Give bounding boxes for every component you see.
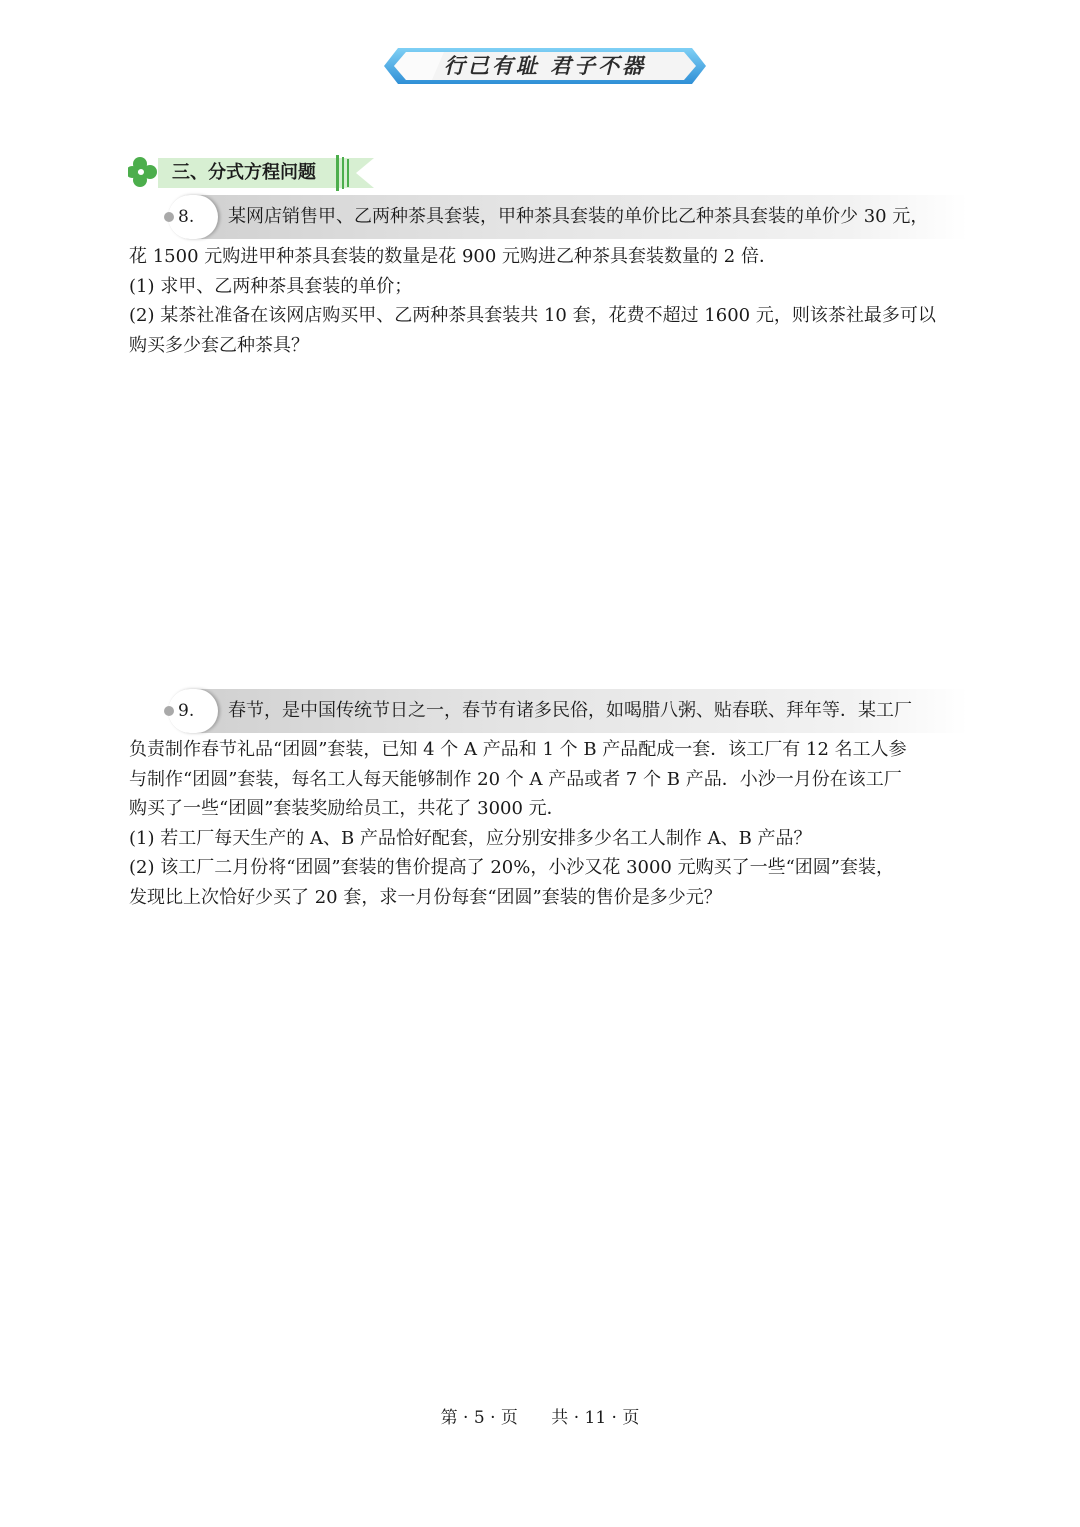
question-line: 与制作“团圆”套装，每名工人每天能够制作 20 个 A 产品或者 7 个 B 产品．小沙一月份在该工厂: [129, 768, 902, 790]
question-8-body: [129, 242, 959, 360]
header-banner: [384, 46, 706, 86]
question-9-body: [129, 735, 959, 912]
question-line: 购买了一些“团圆”套装奖励给员工，共花了 3000 元．: [129, 798, 565, 819]
question-first-line: 春节，是中国传统节日之一，春节有诸多民俗，如喝腊八粥、贴春联、拜年等．某工厂: [228, 700, 912, 721]
page-number: 第 · 5 · 页: [440, 1408, 518, 1428]
question-line: 购买多少套乙种茶具？: [129, 334, 309, 356]
question-first-line: 某网店销售甲、乙两种茶具套装，甲种茶具套装的单价比乙种茶具套装的单价少 30 元，: [228, 206, 929, 227]
page-total: 共 · 11 · 页: [551, 1408, 640, 1428]
page-footer: [0, 1403, 1080, 1433]
question-number: 8.: [178, 207, 195, 227]
question-8-header: [168, 195, 968, 239]
question-line: (1) 求甲、乙两种茶具套装的单价；: [129, 275, 413, 297]
question-line: 发现比上次恰好少买了 20 套，求一月份每套“团圆”套装的售价是多少元？: [129, 886, 722, 908]
question-line: (2) 某茶社准备在该网店购买甲、乙两种茶具套装共 10 套，花费不超过 1600 元，则该茶社最多可以: [129, 305, 936, 326]
section-heading: [128, 155, 388, 191]
question-line: 负责制作春节礼品“团圆”套装，已知 4 个 A 产品和 1 个 B 产品配成一套．该工厂有 12 名工人参: [129, 739, 907, 760]
bullet-dot: [164, 212, 174, 222]
bullet-dot: [164, 706, 174, 716]
question-line: 花 1500 元购进甲种茶具套装的数量是花 900 元购进乙种茶具套装数量的 2 倍．: [129, 246, 777, 267]
clover-icon: [128, 157, 157, 187]
section-title: 三、分式方程问题: [172, 162, 316, 183]
question-number: 9.: [178, 701, 195, 721]
question-9-header: [168, 689, 968, 733]
question-number-badge: [168, 195, 218, 239]
header-motto: 行己有耻 君子不器: [443, 54, 647, 78]
question-line: (2) 该工厂二月份将“团圆”套装的售价提高了 20%，小沙又花 3000 元购买了一些“团圆”套装，: [129, 857, 895, 878]
question-number-badge: [168, 689, 218, 733]
question-line: (1) 若工厂每天生产的 A、B 产品恰好配套，应分别安排多少名工人制作 A、B 产品？: [129, 827, 812, 849]
